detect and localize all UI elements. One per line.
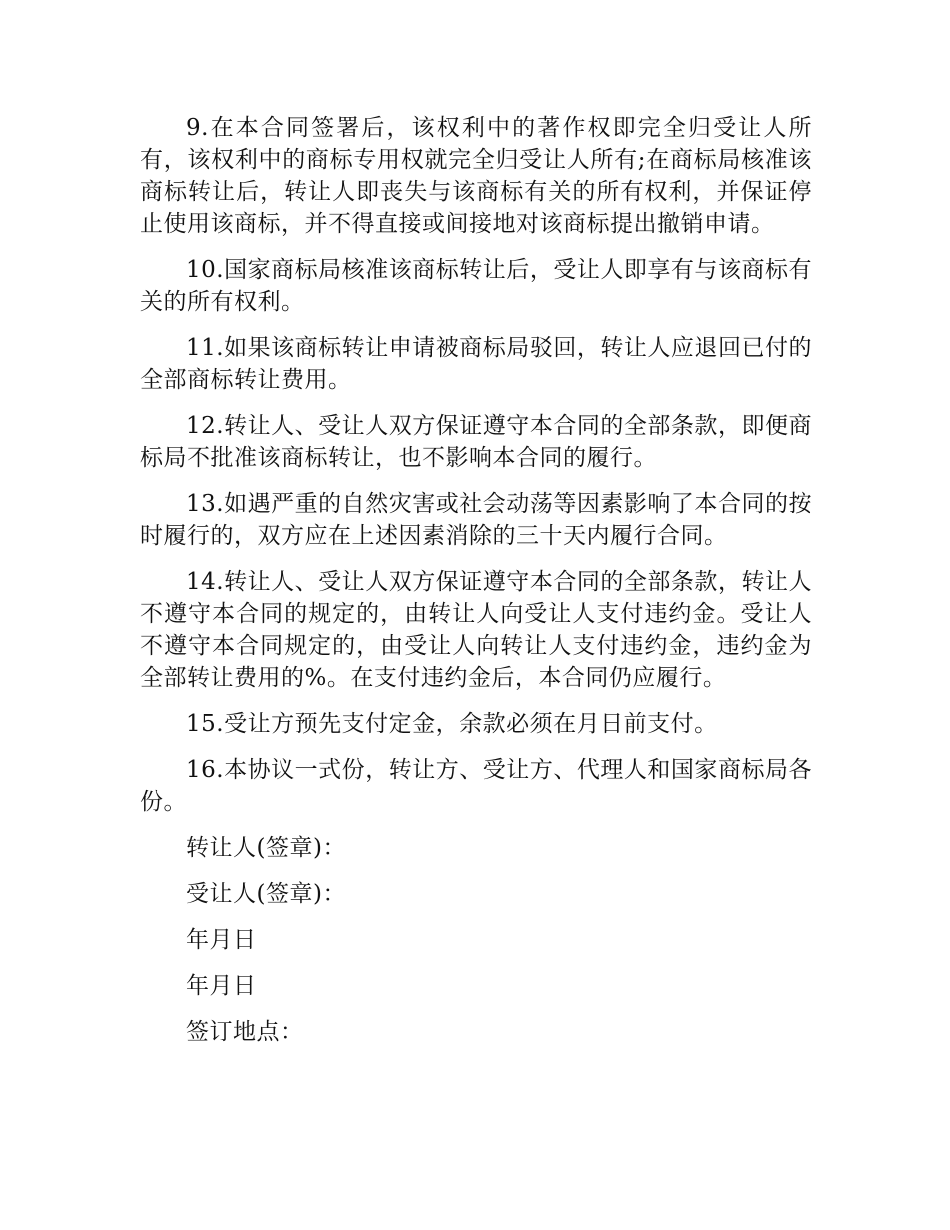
clause-9: 9.在本合同签署后，该权利中的著作权即完全归受让人所有，该权利中的商标专用权就完全归受让人所有;在商标局核准该商标转让后，转让人即丧失与该商标有关的所有权利，并保证停止使用该商标，并不得直接或间接地对该商标提出撤销申请。: [140, 115, 812, 237]
clause-12: 12.转让人、受让人双方保证遵守本合同的全部条款，即便商标局不批准该商标转让，也不影响本合同的履行。: [140, 413, 812, 471]
document-body: [140, 112, 812, 1062]
clause-16: 16.本协议一式份，转让方、受让方、代理人和国家商标局各份。: [140, 757, 812, 815]
date-line-1: 年月日: [186, 927, 257, 953]
clause-10: 10.国家商标局核准该商标转让后，受让人即享有与该商标有关的所有权利。: [140, 257, 812, 315]
clause-15: 15.受让方预先支付定金，余款必须在月日前支付。: [186, 711, 718, 737]
clause-14: 14.转让人、受让人双方保证遵守本合同的全部条款，转让人不遵守本合同的规定的，由转让人向受让人支付违约金。受让人不遵守本合同规定的，由受让人向转让人支付违约金，违约金为全部转让费用的%。在支付违约金后，本合同仍应履行。: [140, 569, 812, 691]
clause-13: 13.如遇严重的自然灾害或社会动荡等因素影响了本合同的按时履行的，双方应在上述因素消除的三十天内履行合同。: [140, 491, 812, 549]
transferor-signature-line: 转让人(签章)：: [186, 835, 346, 861]
clause-11: 11.如果该商标转让申请被商标局驳回，转让人应退回已付的全部商标转让费用。: [140, 335, 812, 393]
transferee-signature-line: 受让人(签章)：: [186, 881, 346, 907]
signing-place-line: 签订地点：: [186, 1019, 304, 1045]
date-line-2: 年月日: [186, 973, 257, 999]
